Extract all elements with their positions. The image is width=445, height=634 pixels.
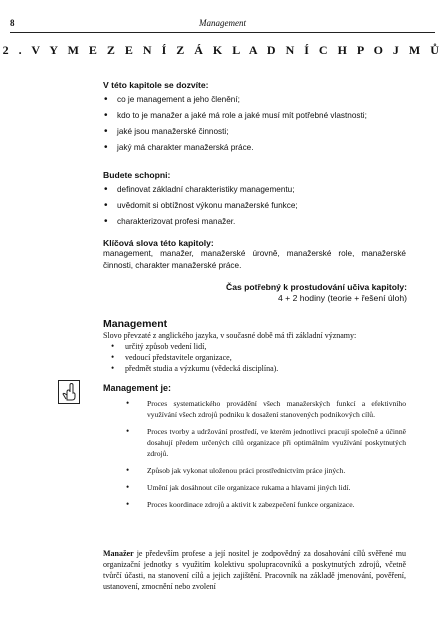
management-meanings	[103, 341, 406, 374]
bullet-icon: •	[104, 94, 108, 105]
list-item: • Způsob jak vykonat uloženou práci prostřednictvím práce jiných.	[126, 465, 346, 475]
list-item: • Proces tvorby a udržování prostředí, ve kterém jednotlivci pracují společně a účinně dosahují předem určených cílů organizace při optimálním využívání poskytnutých zdrojů.	[126, 426, 406, 458]
list-item: • vedoucí představitele organizace,	[111, 352, 232, 362]
management-section	[103, 318, 406, 374]
list-item: • Proces koordinace zdrojů a aktivit k zabezpečení funkce organizace.	[126, 499, 355, 509]
bullet-icon: •	[111, 341, 115, 351]
bullet-icon: •	[104, 142, 108, 153]
management-is-list	[103, 398, 406, 510]
bullet-icon: •	[111, 352, 115, 362]
bullet-icon: •	[104, 200, 108, 211]
keywords-text: management, manažer, manažerské úrovně, manažerské role, manažerské činnosti, charakter manažerské práce.	[103, 249, 406, 270]
page-number: 8	[10, 18, 15, 28]
study-time-label: Čas potřebný k prostudování učiva kapitoly:	[226, 282, 407, 292]
list-item: • co je management a jeho členění;	[104, 94, 240, 105]
keywords-section	[103, 238, 406, 272]
bullet-icon: •	[126, 398, 130, 408]
list-item: • jaký má charakter manažerská práce.	[104, 142, 254, 153]
bullet-icon: •	[104, 110, 108, 121]
bullet-icon: •	[111, 363, 115, 373]
list-item: • Umění jak dosáhnout cíle organizace rukama a hlavami jiných lidí.	[126, 482, 351, 492]
running-title: Management	[199, 18, 246, 28]
list-item: • uvědomit si obtížnost výkonu manažerské funkce;	[104, 200, 298, 211]
list-item: • předmět studia a výzkumu (vědecká disciplína).	[111, 363, 279, 373]
able-list	[103, 184, 406, 228]
able-heading: Budete schopni:	[103, 170, 171, 180]
list-item: • Proces systematického provádění všech manažerských funkcí a efektivního využívání všech zdrojů podniku k dosažení stanovených podnikových cílů.	[126, 398, 406, 419]
bullet-icon: •	[126, 465, 130, 475]
management-is-section	[103, 383, 406, 510]
management-heading: Management	[103, 318, 168, 330]
manager-term: Manažer	[103, 549, 134, 558]
list-item: • jaké jsou manažerské činnosti;	[104, 126, 229, 137]
manager-paragraph	[103, 548, 406, 592]
management-intro: Slovo převzaté z anglického jazyka, v současné době má tři základní významy:	[103, 331, 357, 340]
study-time-value: 4 + 2 hodiny (teorie + řešení úloh)	[278, 293, 407, 303]
learn-list	[103, 94, 406, 154]
bullet-icon: •	[126, 499, 130, 509]
chapter-title: 2 . V Y M E Z E N Í Z Á K L A D N Í C H P O J M Ů	[2, 43, 443, 57]
list-item: • určitý způsob vedení lidí,	[111, 341, 207, 351]
manager-text: je především profese a její nositel je zodpovědný za dosahování cílů svěřené mu organizační jednotky s využitím kolektivu spolupracovníků a poskytnutých zdrojů, včetně tvůrčí účasti, na stanovení cílů a jejich zajištění. Pracovník na základě jmenování, pověření, ustanovení, zmocnění nebo zvolení	[103, 549, 406, 591]
list-item: • charakterizovat profesi manažer.	[104, 216, 236, 227]
list-item: • definovat základní charakteristiky managementu;	[104, 184, 295, 195]
bullet-icon: •	[126, 426, 130, 436]
bullet-icon: •	[104, 184, 108, 195]
keywords-heading: Klíčová slova této kapitoly:	[103, 238, 214, 248]
bullet-icon: •	[104, 126, 108, 137]
hand-pointing-icon	[58, 380, 80, 404]
able-section	[103, 170, 406, 228]
management-is-heading: Management je:	[103, 383, 172, 393]
learn-section	[103, 80, 406, 154]
bullet-icon: •	[104, 216, 108, 227]
page-header	[10, 18, 435, 33]
bullet-icon: •	[126, 482, 130, 492]
list-item: • kdo to je manažer a jaké má role a jaké musí mít potřebné vlastnosti;	[104, 110, 367, 121]
study-time	[226, 282, 407, 304]
learn-heading: V této kapitole se dozvíte:	[103, 80, 209, 90]
